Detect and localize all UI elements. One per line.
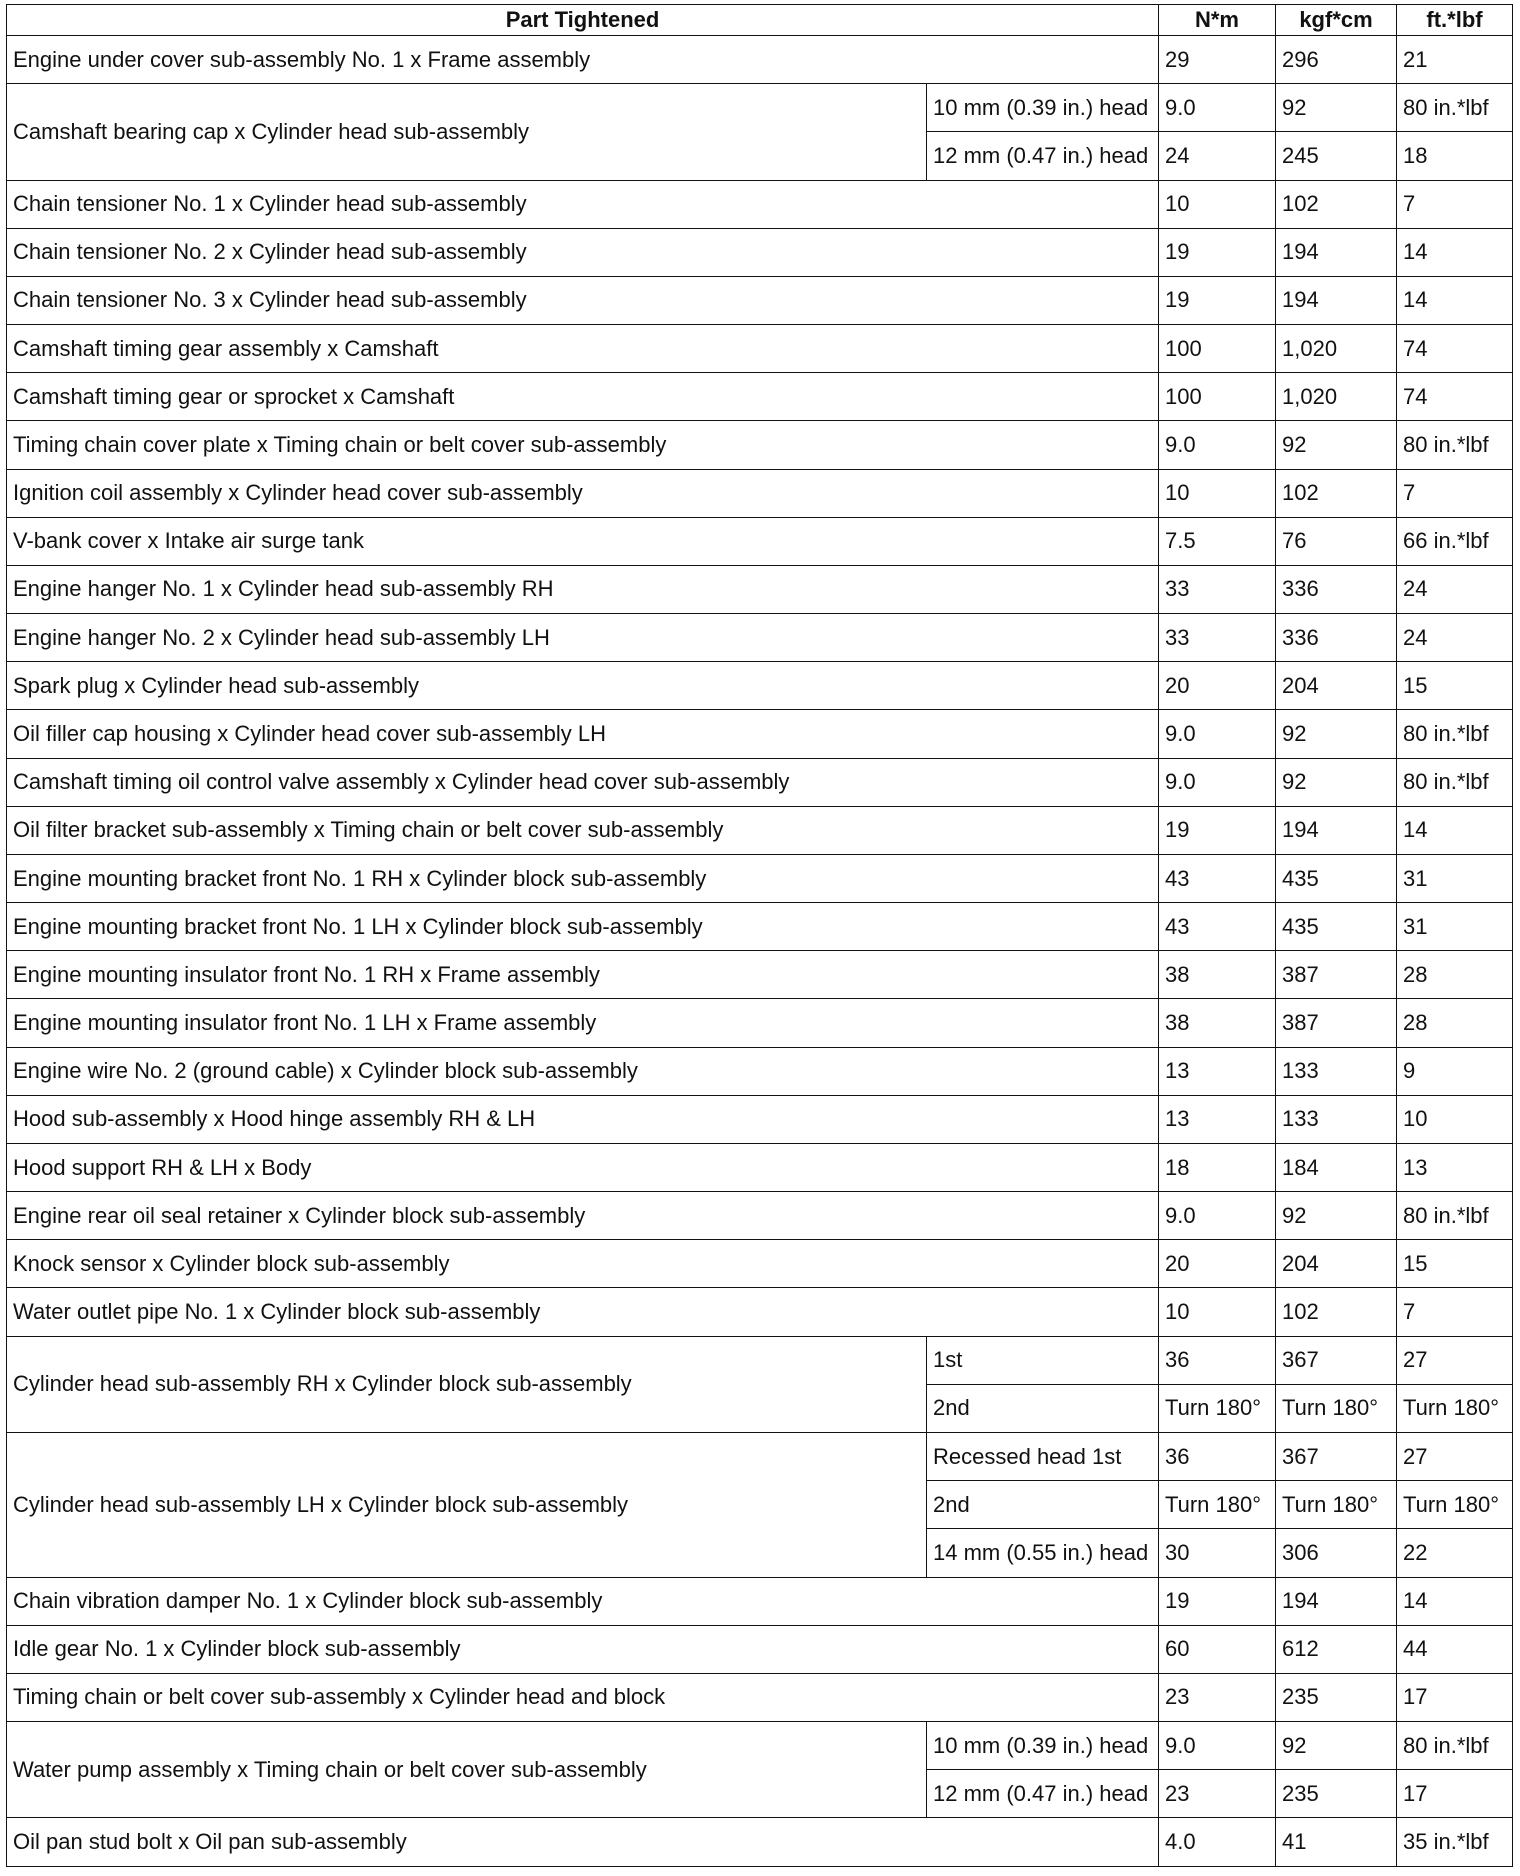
torque-kgf-cm: 387	[1276, 999, 1397, 1047]
torque-kgf-cm: 387	[1276, 951, 1397, 999]
torque-ft-lbf: 18	[1397, 132, 1513, 180]
sub-condition: 14 mm (0.55 in.) head	[927, 1529, 1159, 1577]
torque-ft-lbf: 80 in.*lbf	[1397, 84, 1513, 132]
table-row	[7, 276, 1513, 324]
torque-kgf-cm: 296	[1276, 36, 1397, 84]
table-row	[7, 1625, 1513, 1673]
torque-kgf-cm: 102	[1276, 469, 1397, 517]
torque-kgf-cm: 92	[1276, 84, 1397, 132]
sub-condition: 12 mm (0.47 in.) head	[927, 1770, 1159, 1818]
torque-ft-lbf: 10	[1397, 1095, 1513, 1143]
sub-condition: 2nd	[927, 1384, 1159, 1432]
torque-kgf-cm: 336	[1276, 614, 1397, 662]
table-row	[7, 1432, 1513, 1480]
part-name: Camshaft timing gear or sprocket x Camshaft	[7, 373, 1159, 421]
torque-kgf-cm: 102	[1276, 1288, 1397, 1336]
torque-nm: 13	[1159, 1047, 1276, 1095]
torque-ft-lbf: Turn 180°	[1397, 1481, 1513, 1529]
sub-condition: 2nd	[927, 1481, 1159, 1529]
part-name: Chain tensioner No. 3 x Cylinder head sub-assembly	[7, 276, 1159, 324]
part-name: Chain vibration damper No. 1 x Cylinder block sub-assembly	[7, 1577, 1159, 1625]
torque-kgf-cm: 92	[1276, 758, 1397, 806]
torque-ft-lbf: 35 in.*lbf	[1397, 1818, 1513, 1867]
part-name: Timing chain or belt cover sub-assembly x Cylinder head and block	[7, 1673, 1159, 1721]
torque-kgf-cm: 235	[1276, 1770, 1397, 1818]
part-name: Engine hanger No. 2 x Cylinder head sub-assembly LH	[7, 614, 1159, 662]
torque-ft-lbf: Turn 180°	[1397, 1384, 1513, 1432]
torque-kgf-cm: Turn 180°	[1276, 1481, 1397, 1529]
table-row	[7, 662, 1513, 710]
torque-nm: 60	[1159, 1625, 1276, 1673]
part-name: Idle gear No. 1 x Cylinder block sub-assembly	[7, 1625, 1159, 1673]
header-row	[7, 5, 1513, 36]
part-name: Camshaft bearing cap x Cylinder head sub-assembly	[7, 84, 927, 180]
torque-nm: 19	[1159, 228, 1276, 276]
torque-ft-lbf: 14	[1397, 1577, 1513, 1625]
part-name: Engine mounting bracket front No. 1 RH x Cylinder block sub-assembly	[7, 854, 1159, 902]
torque-ft-lbf: 44	[1397, 1625, 1513, 1673]
torque-ft-lbf: 80 in.*lbf	[1397, 710, 1513, 758]
torque-nm: 10	[1159, 180, 1276, 228]
torque-ft-lbf: 14	[1397, 806, 1513, 854]
part-name: Cylinder head sub-assembly LH x Cylinder block sub-assembly	[7, 1432, 927, 1577]
torque-ft-lbf: 13	[1397, 1143, 1513, 1191]
table-row	[7, 1192, 1513, 1240]
part-name: Oil filter bracket sub-assembly x Timing chain or belt cover sub-assembly	[7, 806, 1159, 854]
torque-nm: 23	[1159, 1770, 1276, 1818]
part-name: Chain tensioner No. 1 x Cylinder head sub-assembly	[7, 180, 1159, 228]
torque-nm: 9.0	[1159, 421, 1276, 469]
torque-ft-lbf: 66 in.*lbf	[1397, 517, 1513, 565]
table-row	[7, 517, 1513, 565]
torque-ft-lbf: 17	[1397, 1770, 1513, 1818]
torque-kgf-cm: 367	[1276, 1336, 1397, 1384]
torque-kgf-cm: 102	[1276, 180, 1397, 228]
torque-kgf-cm: Turn 180°	[1276, 1384, 1397, 1432]
table-row	[7, 1818, 1513, 1867]
torque-ft-lbf: 7	[1397, 180, 1513, 228]
header-ft-lbf: ft.*lbf	[1397, 5, 1513, 36]
torque-kgf-cm: 367	[1276, 1432, 1397, 1480]
sub-condition: Recessed head 1st	[927, 1432, 1159, 1480]
torque-kgf-cm: 133	[1276, 1095, 1397, 1143]
torque-ft-lbf: 80 in.*lbf	[1397, 758, 1513, 806]
torque-ft-lbf: 14	[1397, 276, 1513, 324]
table-row	[7, 854, 1513, 902]
torque-kgf-cm: 245	[1276, 132, 1397, 180]
torque-nm: 36	[1159, 1336, 1276, 1384]
torque-nm: 9.0	[1159, 710, 1276, 758]
table-row	[7, 758, 1513, 806]
part-name: Water outlet pipe No. 1 x Cylinder block sub-assembly	[7, 1288, 1159, 1336]
table-row	[7, 1240, 1513, 1288]
part-name: Oil filler cap housing x Cylinder head cover sub-assembly LH	[7, 710, 1159, 758]
part-name: Engine under cover sub-assembly No. 1 x Frame assembly	[7, 36, 1159, 84]
torque-ft-lbf: 7	[1397, 469, 1513, 517]
torque-kgf-cm: 194	[1276, 228, 1397, 276]
torque-kgf-cm: 76	[1276, 517, 1397, 565]
torque-specification-table	[6, 4, 1513, 1867]
torque-kgf-cm: 204	[1276, 1240, 1397, 1288]
header-kgf-cm: kgf*cm	[1276, 5, 1397, 36]
torque-ft-lbf: 80 in.*lbf	[1397, 1192, 1513, 1240]
header-part-tightened: Part Tightened	[7, 5, 1159, 36]
part-name: Engine rear oil seal retainer x Cylinder block sub-assembly	[7, 1192, 1159, 1240]
part-name: V-bank cover x Intake air surge tank	[7, 517, 1159, 565]
torque-nm: 38	[1159, 951, 1276, 999]
sub-condition: 10 mm (0.39 in.) head	[927, 1722, 1159, 1770]
torque-kgf-cm: 612	[1276, 1625, 1397, 1673]
torque-nm: 100	[1159, 325, 1276, 373]
sub-condition: 1st	[927, 1336, 1159, 1384]
torque-nm: 100	[1159, 373, 1276, 421]
torque-nm: 36	[1159, 1432, 1276, 1480]
header-nm: N*m	[1159, 5, 1276, 36]
torque-kgf-cm: 435	[1276, 854, 1397, 902]
part-name: Chain tensioner No. 2 x Cylinder head sub-assembly	[7, 228, 1159, 276]
torque-nm: 24	[1159, 132, 1276, 180]
torque-nm: 19	[1159, 1577, 1276, 1625]
torque-ft-lbf: 15	[1397, 1240, 1513, 1288]
torque-nm: 9.0	[1159, 1722, 1276, 1770]
table-row	[7, 228, 1513, 276]
table-row	[7, 999, 1513, 1047]
torque-ft-lbf: 27	[1397, 1432, 1513, 1480]
torque-ft-lbf: 24	[1397, 565, 1513, 613]
torque-nm: 20	[1159, 662, 1276, 710]
torque-ft-lbf: 31	[1397, 854, 1513, 902]
torque-kgf-cm: 336	[1276, 565, 1397, 613]
part-name: Spark plug x Cylinder head sub-assembly	[7, 662, 1159, 710]
torque-ft-lbf: 80 in.*lbf	[1397, 421, 1513, 469]
table-row	[7, 1288, 1513, 1336]
torque-nm: 38	[1159, 999, 1276, 1047]
torque-ft-lbf: 24	[1397, 614, 1513, 662]
torque-nm: 33	[1159, 614, 1276, 662]
torque-kgf-cm: 204	[1276, 662, 1397, 710]
torque-ft-lbf: 7	[1397, 1288, 1513, 1336]
table-row	[7, 469, 1513, 517]
table-row	[7, 36, 1513, 84]
table-row	[7, 951, 1513, 999]
torque-kgf-cm: 41	[1276, 1818, 1397, 1867]
torque-kgf-cm: 133	[1276, 1047, 1397, 1095]
torque-nm: 43	[1159, 854, 1276, 902]
torque-kgf-cm: 435	[1276, 903, 1397, 951]
torque-ft-lbf: 22	[1397, 1529, 1513, 1577]
torque-kgf-cm: 92	[1276, 421, 1397, 469]
torque-kgf-cm: 1,020	[1276, 325, 1397, 373]
table-row	[7, 1095, 1513, 1143]
part-name: Water pump assembly x Timing chain or belt cover sub-assembly	[7, 1722, 927, 1818]
torque-nm: 19	[1159, 806, 1276, 854]
torque-kgf-cm: 1,020	[1276, 373, 1397, 421]
torque-ft-lbf: 15	[1397, 662, 1513, 710]
torque-nm: 13	[1159, 1095, 1276, 1143]
torque-kgf-cm: 194	[1276, 1577, 1397, 1625]
torque-kgf-cm: 306	[1276, 1529, 1397, 1577]
torque-nm: 10	[1159, 1288, 1276, 1336]
part-name: Hood support RH & LH x Body	[7, 1143, 1159, 1191]
part-name: Oil pan stud bolt x Oil pan sub-assembly	[7, 1818, 1159, 1867]
table-row	[7, 565, 1513, 613]
torque-kgf-cm: 235	[1276, 1673, 1397, 1721]
part-name: Engine mounting insulator front No. 1 LH x Frame assembly	[7, 999, 1159, 1047]
torque-nm: 20	[1159, 1240, 1276, 1288]
part-name: Cylinder head sub-assembly RH x Cylinder block sub-assembly	[7, 1336, 927, 1432]
part-name: Camshaft timing gear assembly x Camshaft	[7, 325, 1159, 373]
torque-nm: 7.5	[1159, 517, 1276, 565]
torque-nm: 43	[1159, 903, 1276, 951]
sub-condition: 10 mm (0.39 in.) head	[927, 84, 1159, 132]
torque-nm: 30	[1159, 1529, 1276, 1577]
part-name: Engine mounting insulator front No. 1 RH x Frame assembly	[7, 951, 1159, 999]
torque-ft-lbf: 14	[1397, 228, 1513, 276]
torque-ft-lbf: 28	[1397, 951, 1513, 999]
torque-nm: Turn 180°	[1159, 1384, 1276, 1432]
torque-ft-lbf: 21	[1397, 36, 1513, 84]
part-name: Engine hanger No. 1 x Cylinder head sub-assembly RH	[7, 565, 1159, 613]
torque-ft-lbf: 80 in.*lbf	[1397, 1722, 1513, 1770]
torque-kgf-cm: 92	[1276, 1722, 1397, 1770]
torque-ft-lbf: 31	[1397, 903, 1513, 951]
torque-kgf-cm: 194	[1276, 806, 1397, 854]
torque-ft-lbf: 74	[1397, 325, 1513, 373]
table-row	[7, 1336, 1513, 1384]
part-name: Engine mounting bracket front No. 1 LH x Cylinder block sub-assembly	[7, 903, 1159, 951]
part-name: Camshaft timing oil control valve assembly x Cylinder head cover sub-assembly	[7, 758, 1159, 806]
table-row	[7, 710, 1513, 758]
torque-nm: 18	[1159, 1143, 1276, 1191]
torque-nm: 29	[1159, 36, 1276, 84]
table-row	[7, 903, 1513, 951]
part-name: Knock sensor x Cylinder block sub-assembly	[7, 1240, 1159, 1288]
table-row	[7, 1143, 1513, 1191]
table-row	[7, 1673, 1513, 1721]
part-name: Ignition coil assembly x Cylinder head cover sub-assembly	[7, 469, 1159, 517]
table-row	[7, 1722, 1513, 1770]
table-body	[7, 36, 1513, 1867]
part-name: Engine wire No. 2 (ground cable) x Cylinder block sub-assembly	[7, 1047, 1159, 1095]
part-name: Timing chain cover plate x Timing chain or belt cover sub-assembly	[7, 421, 1159, 469]
torque-kgf-cm: 194	[1276, 276, 1397, 324]
table-row	[7, 180, 1513, 228]
torque-nm: 9.0	[1159, 1192, 1276, 1240]
torque-kgf-cm: 92	[1276, 1192, 1397, 1240]
torque-nm: Turn 180°	[1159, 1481, 1276, 1529]
torque-nm: 9.0	[1159, 758, 1276, 806]
torque-ft-lbf: 74	[1397, 373, 1513, 421]
table-row	[7, 325, 1513, 373]
sub-condition: 12 mm (0.47 in.) head	[927, 132, 1159, 180]
table-row	[7, 421, 1513, 469]
torque-ft-lbf: 27	[1397, 1336, 1513, 1384]
torque-kgf-cm: 184	[1276, 1143, 1397, 1191]
table-row	[7, 614, 1513, 662]
torque-ft-lbf: 17	[1397, 1673, 1513, 1721]
table-row	[7, 1047, 1513, 1095]
part-name: Hood sub-assembly x Hood hinge assembly RH & LH	[7, 1095, 1159, 1143]
torque-ft-lbf: 28	[1397, 999, 1513, 1047]
table-row	[7, 84, 1513, 132]
torque-ft-lbf: 9	[1397, 1047, 1513, 1095]
torque-nm: 33	[1159, 565, 1276, 613]
table-row	[7, 373, 1513, 421]
torque-nm: 23	[1159, 1673, 1276, 1721]
torque-nm: 10	[1159, 469, 1276, 517]
torque-kgf-cm: 92	[1276, 710, 1397, 758]
table-row	[7, 806, 1513, 854]
torque-nm: 4.0	[1159, 1818, 1276, 1867]
torque-nm: 19	[1159, 276, 1276, 324]
torque-nm: 9.0	[1159, 84, 1276, 132]
table-row	[7, 1577, 1513, 1625]
